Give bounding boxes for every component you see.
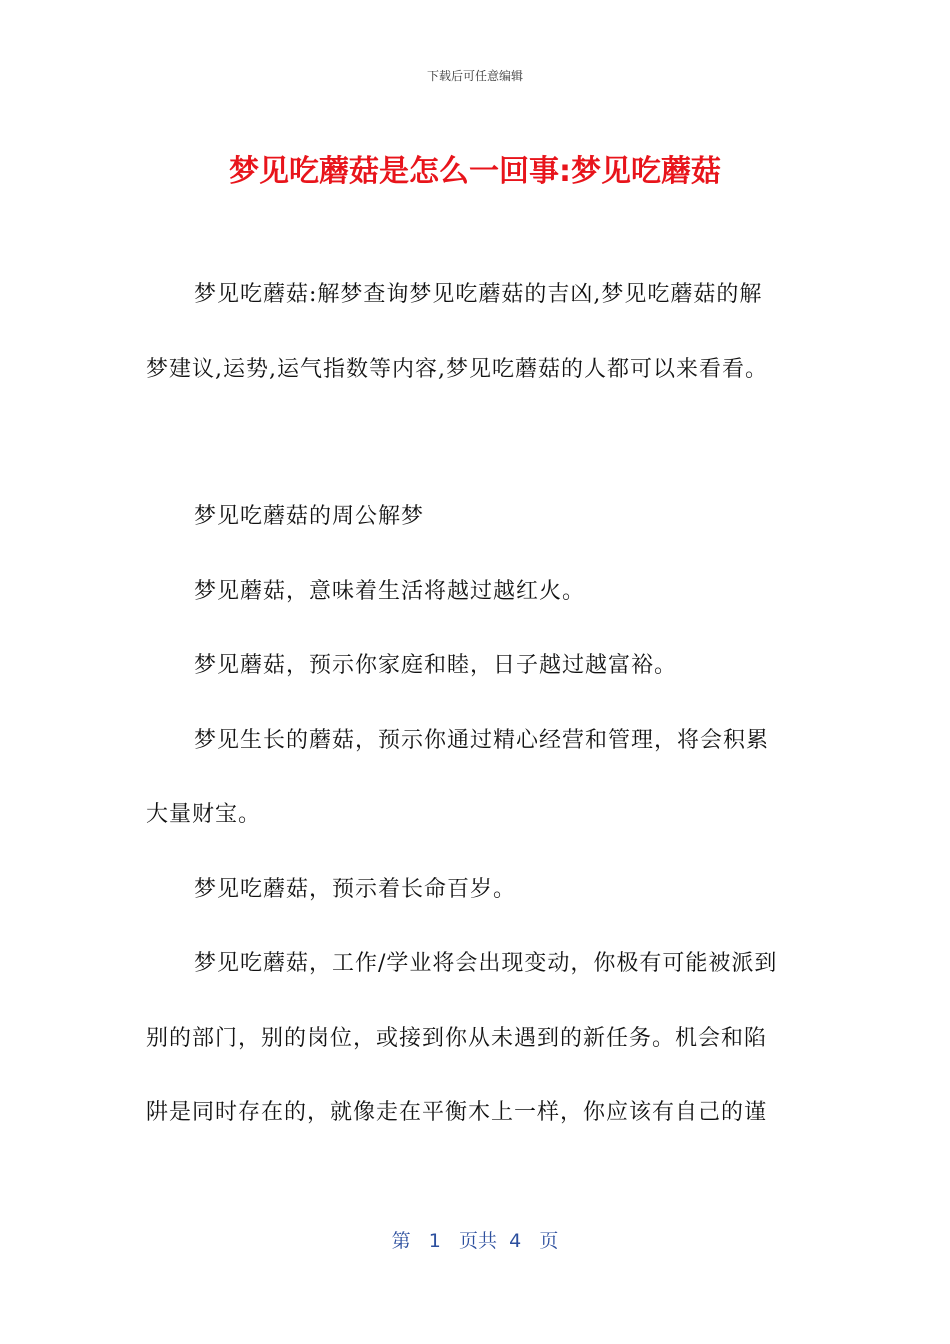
footer-label-total: 页共 [459, 1230, 498, 1252]
footer-current-page: 1 [428, 1230, 441, 1252]
page-footer [0, 1226, 950, 1253]
paragraph-3-line-1: 梦见生长的蘑菇，预示你通过精心经营和管理，将会积累 [194, 727, 770, 753]
paragraph-5-line-1: 梦见吃蘑菇，工作/学业将会出现变动，你极有可能被派到 [194, 951, 778, 976]
paragraph-4: 梦见吃蘑菇，预示着长命百岁。 [194, 876, 517, 902]
intro-line-2: 梦建议,运势,运气指数等内容,梦见吃蘑菇的人都可以来看看。 [146, 356, 768, 382]
section-heading: 梦见吃蘑菇的周公解梦 [194, 504, 425, 529]
paragraph-2: 梦见蘑菇，预示你家庭和睦，日子越过越富裕。 [194, 653, 678, 678]
paragraph-5 [146, 927, 806, 1151]
paragraph-3-line-2: 大量财宝。 [146, 802, 262, 827]
header-note: 下载后可任意编辑 [426, 69, 523, 83]
page-title: 梦见吃蘑菇是怎么一回事:梦见吃蘑菇 [229, 154, 721, 189]
paragraph-5-line-2: 别的部门，别的岗位，或接到你从未遇到的新任务。机会和陷 [146, 1025, 768, 1051]
intro-paragraph [146, 258, 806, 407]
paragraph-3 [146, 704, 806, 853]
section-body [146, 480, 806, 1151]
paragraph-5-line-3: 阱是同时存在的，就像走在平衡木上一样，你应该有自己的谨 [146, 1100, 768, 1125]
paragraph-1: 梦见蘑菇，意味着生活将越过越红火。 [194, 578, 586, 604]
footer-total-pages: 4 [509, 1230, 522, 1252]
footer-label-end: 页 [539, 1230, 559, 1252]
document-body [146, 258, 806, 407]
footer-label-page: 第 [391, 1230, 411, 1252]
intro-line-1: 梦见吃蘑菇:解梦查询梦见吃蘑菇的吉凶,梦见吃蘑菇的解 [194, 282, 763, 307]
